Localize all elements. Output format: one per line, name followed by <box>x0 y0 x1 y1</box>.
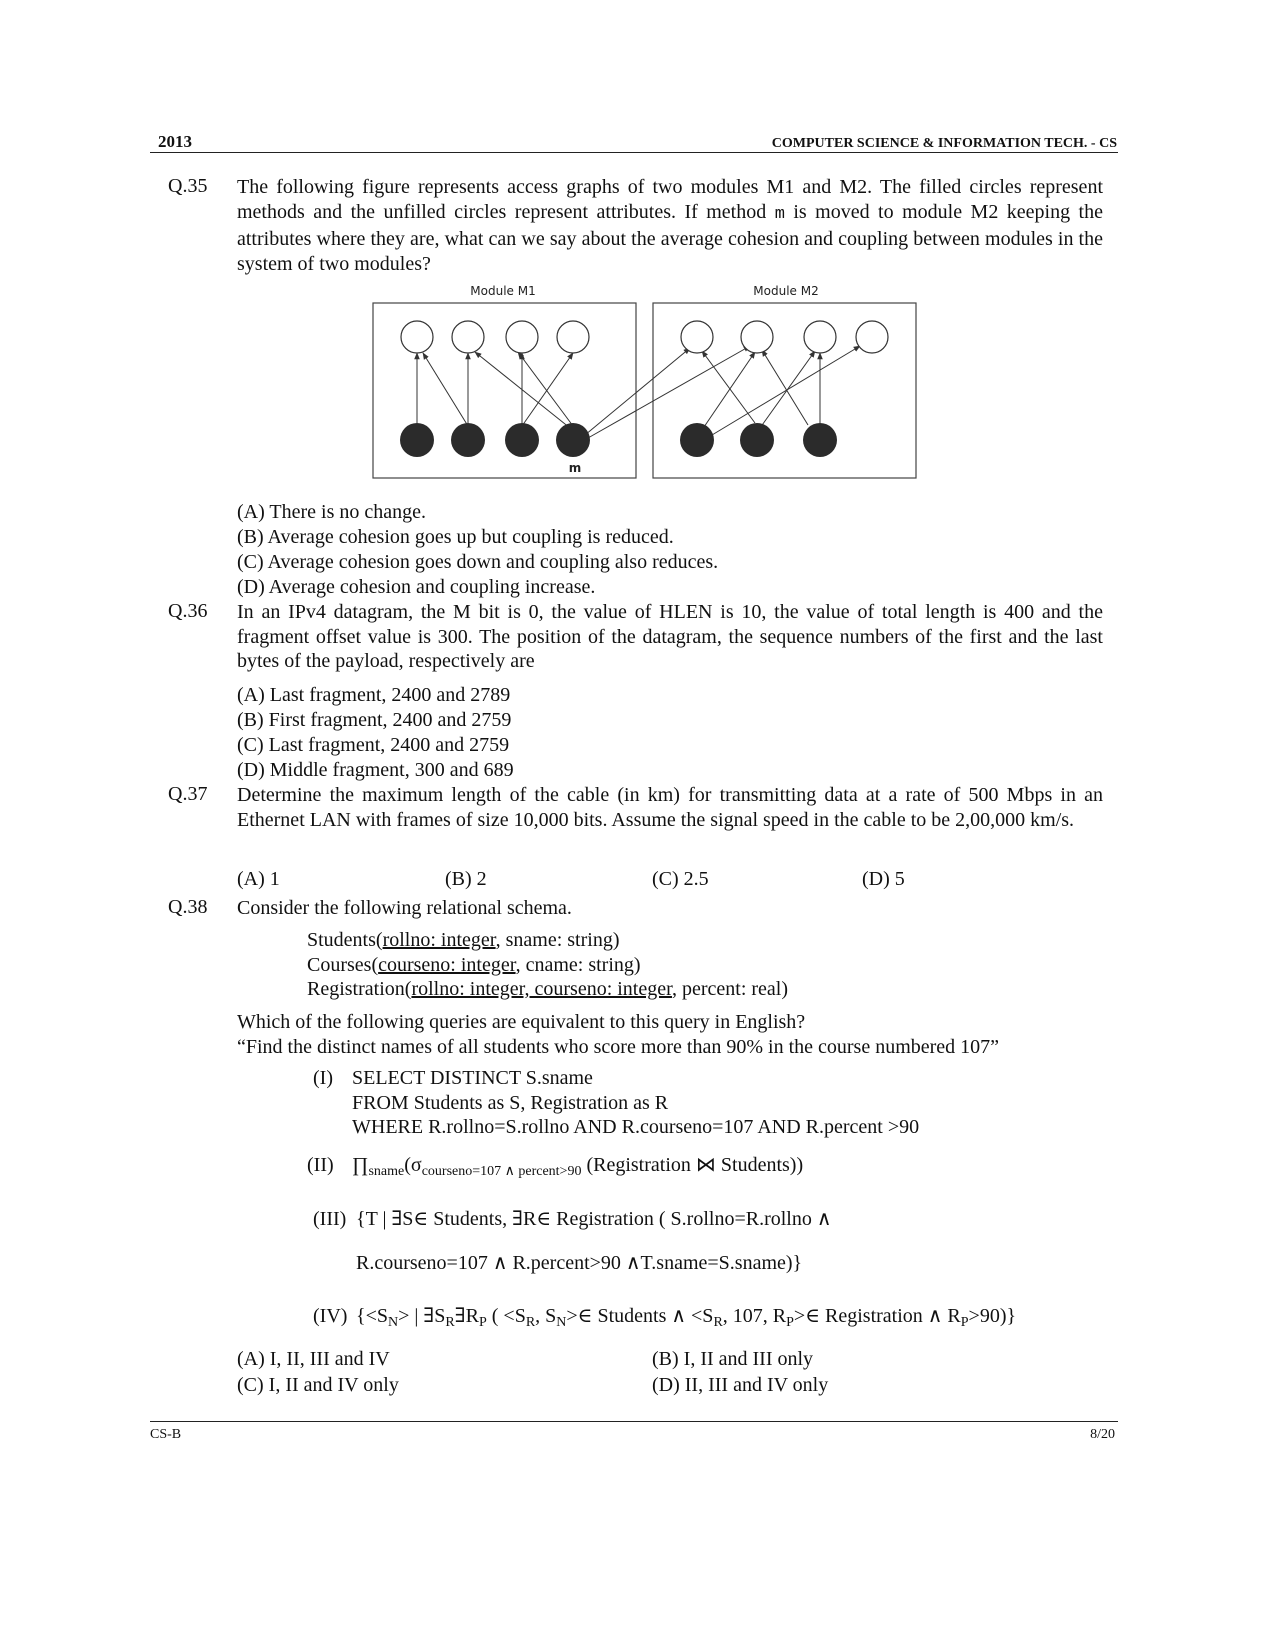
edge <box>760 351 815 428</box>
option-a: (A) I, II, III and IV <box>237 1348 390 1370</box>
query-4-expression <box>356 1304 1016 1329</box>
attribute-node <box>856 321 888 353</box>
option-b: (B) Average cohesion goes up but coupling is reduced. <box>237 526 674 548</box>
question-38-intro: Consider the following relational schema. <box>237 897 572 919</box>
option-a: (A) Last fragment, 2400 and 2789 <box>237 684 511 706</box>
option-b: (B) I, II and III only <box>652 1348 814 1370</box>
option-b: (B) First fragment, 2400 and 2759 <box>237 709 512 731</box>
attribute-node <box>452 321 484 353</box>
edge <box>712 346 860 435</box>
method-node-m <box>556 423 590 457</box>
option-c: (C) 2.5 <box>652 868 709 890</box>
join-expression: (Registration ⋈ Students)) <box>581 1154 804 1176</box>
edge <box>702 351 755 423</box>
primary-key: rollno: integer, courseno: integer <box>411 978 672 1000</box>
query-3-line1: {T | ∃S∈ Students, ∃R∈ Registration ( S.rollno=R.rollno ∧ <box>356 1208 832 1230</box>
expr-subscript: N <box>556 1315 567 1330</box>
query-2-label: (II) <box>307 1154 334 1176</box>
question-number-36: Q.36 <box>168 600 208 622</box>
option-c: (C) Average cohesion goes down and coupling also reduces. <box>237 551 719 573</box>
schema-registration <box>307 977 788 1002</box>
module-m1-label: Module M1 <box>470 284 536 298</box>
question-37-text: Determine the maximum length of the cable (in km) for transmitting data at a rate of 500 Mbps in an Ethernet LAN with frames of size 10,000 bits. Assume the signal speed in the cable to be 2,00,000 km/s. <box>237 784 1103 831</box>
attribute-node <box>506 321 538 353</box>
schema-students <box>307 928 788 953</box>
header-subject: COMPUTER SCIENCE & INFORMATION TECH. - CS <box>771 136 1117 151</box>
schema-text: , cname: string) <box>515 953 641 976</box>
method-node <box>451 423 485 457</box>
expr-subscript: N <box>388 1315 399 1330</box>
option-d: (D) Average cohesion and coupling increase. <box>237 576 596 598</box>
sql-line: SELECT DISTINCT S.sname <box>352 1067 593 1089</box>
method-node <box>740 423 774 457</box>
attribute-node <box>681 321 713 353</box>
header-rule <box>150 152 1118 153</box>
expr-subscript: P <box>960 1315 969 1330</box>
method-m-label: m <box>568 461 582 475</box>
primary-key: courseno: integer <box>378 953 516 976</box>
question-35-text <box>237 175 1103 276</box>
footer-rule <box>150 1421 1118 1422</box>
expr-subscript: R <box>445 1315 455 1330</box>
query-1-sql <box>352 1066 919 1140</box>
attribute-node <box>741 321 773 353</box>
expr-subscript: R <box>713 1315 723 1330</box>
edge <box>704 352 755 427</box>
query-3-label: (III) <box>313 1208 347 1230</box>
sql-line: WHERE R.rollno=S.rollno AND R.courseno=107 AND R.percent >90 <box>352 1116 920 1138</box>
method-node <box>680 423 714 457</box>
method-node <box>400 423 434 457</box>
question-35-options <box>237 500 718 600</box>
projection-attribute: sname <box>368 1164 405 1179</box>
schema-text: Registration( <box>307 978 412 1000</box>
footer-page-number: 8/20 <box>1090 1427 1115 1442</box>
expr-subscript: P <box>478 1315 487 1330</box>
footer-code: CS-B <box>150 1427 182 1442</box>
expr-subscript: P <box>786 1315 794 1330</box>
attribute-node <box>401 321 433 353</box>
expr-text: > | ∃S <box>398 1305 446 1327</box>
question-36-options <box>237 683 514 783</box>
option-a: (A) There is no change. <box>237 501 427 523</box>
sql-line: FROM Students as S, Registration as R <box>352 1091 669 1114</box>
schema-text: Students( <box>307 929 383 951</box>
question-35-text-part2: is moved to module M2 keeping the attributes where they are, what can we say about the average cohesion and coupling between modules in the system of two modules? <box>237 200 1103 275</box>
option-c: (C) I, II and IV only <box>237 1374 399 1396</box>
option-a: (A) 1 <box>237 868 280 890</box>
option-d: (D) Middle fragment, 300 and 689 <box>237 759 514 781</box>
option-b: (B) 2 <box>445 868 487 890</box>
edge <box>762 350 808 425</box>
question-35-text-part1: The following figure represents access graphs of two modules M1 and M2. The filled circles represent methods and the unfilled circles represent attributes. If method <box>237 176 1103 223</box>
option-c: (C) Last fragment, 2400 and 2759 <box>237 734 510 756</box>
expr-text: >∈ Registration ∧ R <box>793 1305 961 1327</box>
question-38-prompt <box>237 1010 999 1059</box>
question-number-35: Q.35 <box>168 175 208 197</box>
option-d: (D) 5 <box>862 868 905 890</box>
schema-courses <box>307 953 788 978</box>
relational-schema <box>307 928 788 1002</box>
query-1-label: (I) <box>313 1067 333 1089</box>
edge <box>585 348 690 435</box>
edge <box>423 353 468 426</box>
attribute-node <box>804 321 836 353</box>
edge <box>518 352 573 426</box>
primary-key: rollno: integer <box>382 929 496 951</box>
expr-subscript: R <box>525 1315 536 1330</box>
expr-text: ( <S <box>486 1305 526 1327</box>
expr-text: ∃R <box>454 1305 479 1327</box>
method-node <box>803 423 837 457</box>
question-number-37: Q.37 <box>168 783 208 805</box>
query-2-expression <box>352 1153 803 1178</box>
query-4-label: (IV) <box>313 1305 348 1327</box>
query-3-line2: R.courseno=107 ∧ R.percent>90 ∧T.sname=S.sname)} <box>356 1252 803 1274</box>
question-38-line1: Which of the following queries are equivalent to this query in English? <box>237 1011 806 1033</box>
expr-text: >90)} <box>968 1305 1017 1327</box>
projection-symbol: ∏ <box>352 1154 369 1176</box>
option-d: (D) II, III and IV only <box>652 1374 829 1396</box>
schema-text: , sname: string) <box>495 929 620 951</box>
expr-text: , 107, R <box>722 1305 787 1327</box>
edge <box>588 346 750 438</box>
expr-text: {<S <box>356 1305 389 1327</box>
expr-text: , S <box>535 1305 557 1327</box>
question-38-line2: “Find the distinct names of all students who score more than 90% in the course numbered 107” <box>237 1035 1000 1058</box>
selection-condition: courseno=107 ∧ percent>90 <box>421 1164 582 1179</box>
access-graph-figure <box>370 280 930 485</box>
attribute-node <box>557 321 589 353</box>
selection-symbol: (σ <box>404 1154 422 1176</box>
expr-text: >∈ Students ∧ <S <box>566 1305 714 1327</box>
schema-text: Courses( <box>307 953 379 976</box>
method-node <box>505 423 539 457</box>
question-36-text: In an IPv4 datagram, the M bit is 0, the value of HLEN is 10, the value of total length is 400 and the fragment offset value is 300. The position of the datagram, the sequence numbers of the first and the last bytes of the payload, respectively are <box>237 601 1103 672</box>
method-m-code: m <box>774 204 785 224</box>
header-year: 2013 <box>158 132 192 151</box>
schema-text: , percent: real) <box>671 978 789 1000</box>
module-m2-label: Module M2 <box>753 284 819 298</box>
question-number-38: Q.38 <box>168 896 208 918</box>
